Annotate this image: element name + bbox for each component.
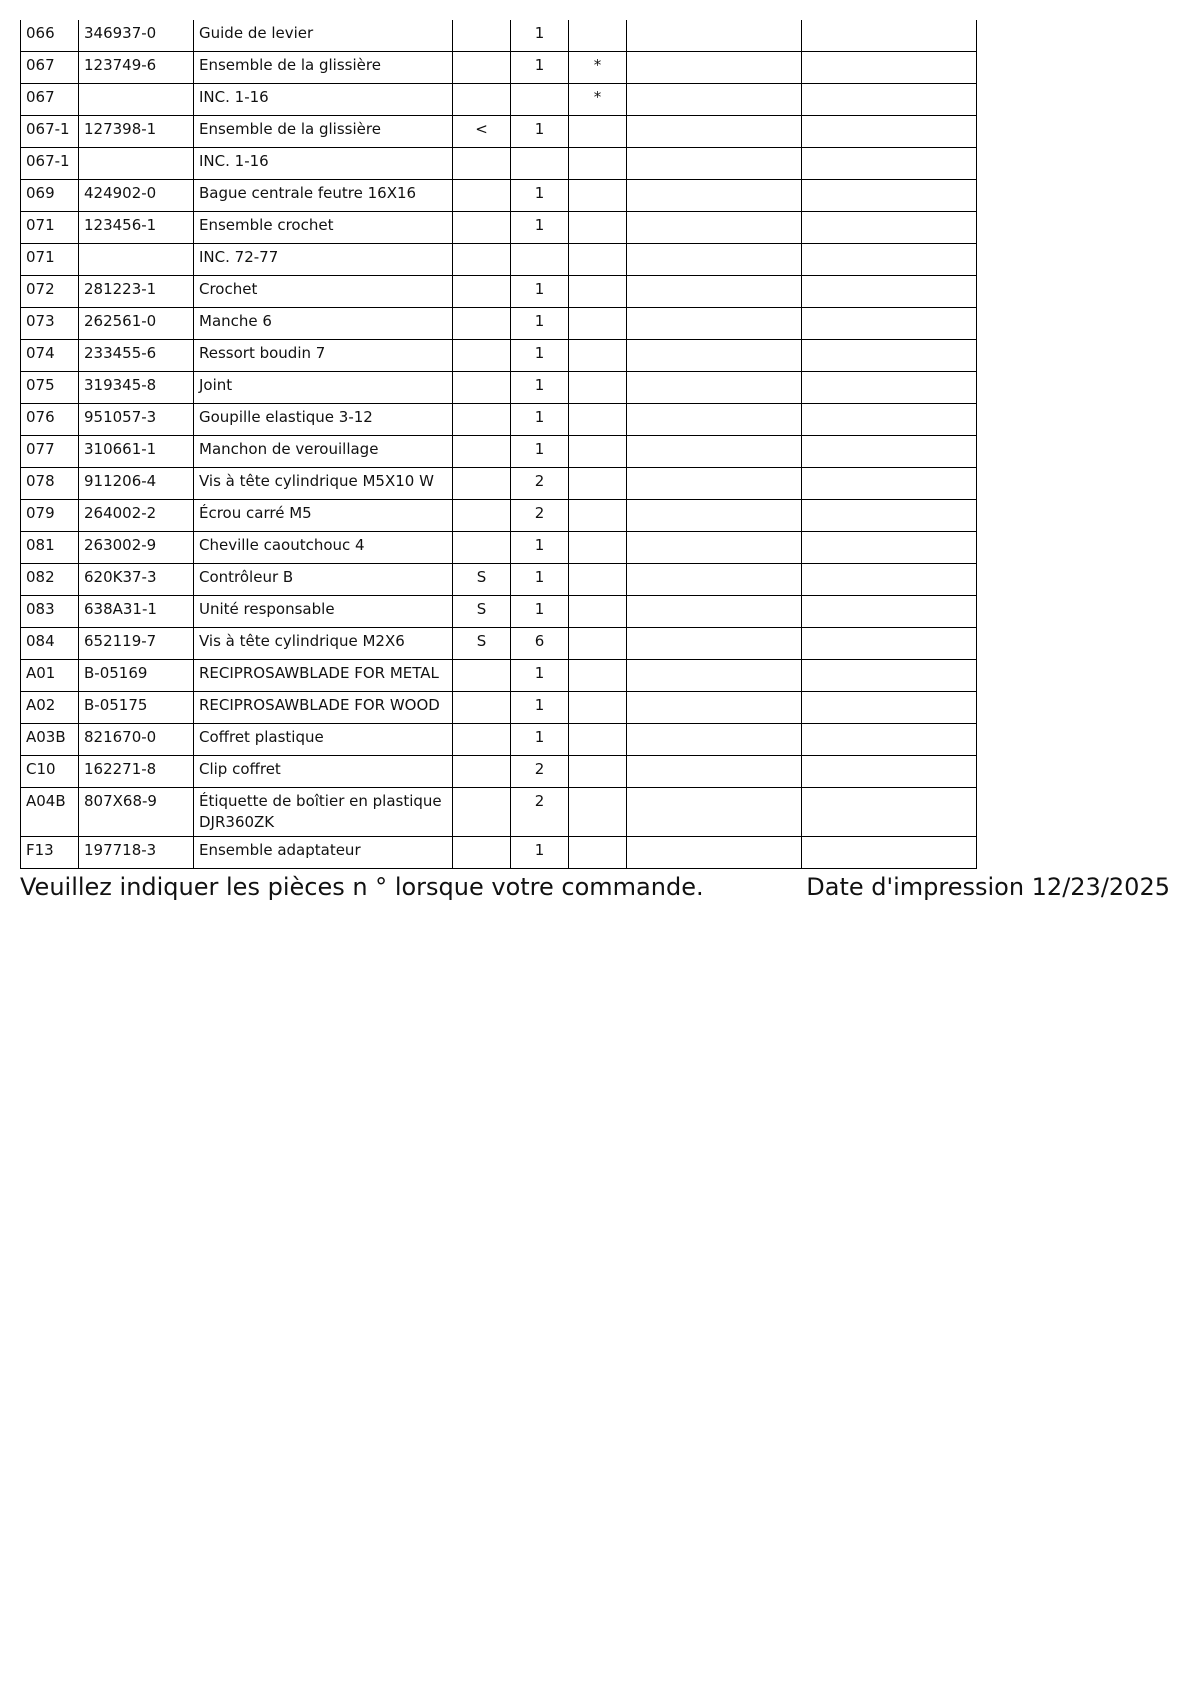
row-number-cell: 067-1: [21, 148, 79, 180]
blank-cell-1: [627, 788, 802, 837]
row-number-cell: 074: [21, 340, 79, 372]
blank-cell-1: [627, 180, 802, 212]
quantity-cell: 1: [511, 692, 569, 724]
mark-cell: [569, 756, 627, 788]
quantity-cell: 1: [511, 532, 569, 564]
blank-cell-2: [802, 52, 977, 84]
order-instruction: Veuillez indiquer les pièces n ° lorsque votre commande.: [20, 873, 704, 901]
quantity-cell: 1: [511, 564, 569, 596]
blank-cell-2: [802, 244, 977, 276]
mark-cell: [569, 788, 627, 837]
table-row: [21, 788, 977, 837]
blank-cell-1: [627, 20, 802, 52]
table-row: [21, 148, 977, 180]
blank-cell-2: [802, 724, 977, 756]
parts-list-sheet: [20, 20, 977, 869]
note-cell: [453, 837, 511, 869]
blank-cell-2: [802, 596, 977, 628]
mark-cell: [569, 468, 627, 500]
blank-cell-1: [627, 148, 802, 180]
note-cell: [453, 180, 511, 212]
blank-cell-1: [627, 692, 802, 724]
note-cell: [453, 436, 511, 468]
description-cell: Écrou carré M5: [194, 500, 453, 532]
row-number-cell: 069: [21, 180, 79, 212]
description-cell: Étiquette de boîtier en plastique DJR360ZK: [194, 788, 453, 837]
blank-cell-2: [802, 837, 977, 869]
quantity-cell: 1: [511, 340, 569, 372]
note-cell: [453, 308, 511, 340]
part-number-cell: 123749-6: [79, 52, 194, 84]
print-date: Date d'impression 12/23/2025: [806, 873, 1170, 901]
mark-cell: [569, 564, 627, 596]
blank-cell-2: [802, 628, 977, 660]
part-number-cell: 197718-3: [79, 837, 194, 869]
page-footer: [20, 873, 1170, 901]
table-row: [21, 404, 977, 436]
quantity-cell: [511, 148, 569, 180]
parts-table-body: [21, 20, 977, 869]
table-row: [21, 84, 977, 116]
row-number-cell: 066: [21, 20, 79, 52]
part-number-cell: 123456-1: [79, 212, 194, 244]
quantity-cell: 1: [511, 308, 569, 340]
table-row: [21, 212, 977, 244]
row-number-cell: 078: [21, 468, 79, 500]
table-row: [21, 52, 977, 84]
part-number-cell: 310661-1: [79, 436, 194, 468]
description-cell: Ensemble adaptateur: [194, 837, 453, 869]
note-cell: [453, 468, 511, 500]
mark-cell: [569, 244, 627, 276]
part-number-cell: B-05169: [79, 660, 194, 692]
table-row: [21, 308, 977, 340]
part-number-cell: 638A31-1: [79, 596, 194, 628]
table-row: [21, 596, 977, 628]
mark-cell: [569, 724, 627, 756]
blank-cell-2: [802, 212, 977, 244]
mark-cell: [569, 436, 627, 468]
row-number-cell: 067-1: [21, 116, 79, 148]
quantity-cell: 2: [511, 500, 569, 532]
row-number-cell: 072: [21, 276, 79, 308]
mark-cell: [569, 660, 627, 692]
part-number-cell: 620K37-3: [79, 564, 194, 596]
part-number-cell: 346937-0: [79, 20, 194, 52]
note-cell: S: [453, 596, 511, 628]
row-number-cell: 071: [21, 212, 79, 244]
row-number-cell: 075: [21, 372, 79, 404]
description-cell: Ensemble crochet: [194, 212, 453, 244]
blank-cell-2: [802, 500, 977, 532]
mark-cell: [569, 500, 627, 532]
description-cell: RECIPROSAWBLADE FOR WOOD: [194, 692, 453, 724]
description-cell: Vis à tête cylindrique M2X6: [194, 628, 453, 660]
part-number-cell: [79, 84, 194, 116]
part-number-cell: [79, 244, 194, 276]
note-cell: [453, 500, 511, 532]
note-cell: [453, 372, 511, 404]
quantity-cell: 1: [511, 116, 569, 148]
description-cell: INC. 1-16: [194, 84, 453, 116]
row-number-cell: 073: [21, 308, 79, 340]
blank-cell-2: [802, 276, 977, 308]
blank-cell-1: [627, 756, 802, 788]
quantity-cell: 2: [511, 756, 569, 788]
row-number-cell: 076: [21, 404, 79, 436]
mark-cell: [569, 148, 627, 180]
table-row: [21, 340, 977, 372]
description-cell: Manchon de verouillage: [194, 436, 453, 468]
blank-cell-2: [802, 532, 977, 564]
mark-cell: [569, 212, 627, 244]
part-number-cell: 424902-0: [79, 180, 194, 212]
blank-cell-1: [627, 436, 802, 468]
description-cell: Manche 6: [194, 308, 453, 340]
note-cell: [453, 52, 511, 84]
row-number-cell: 067: [21, 84, 79, 116]
blank-cell-1: [627, 116, 802, 148]
blank-cell-2: [802, 436, 977, 468]
blank-cell-2: [802, 564, 977, 596]
mark-cell: [569, 372, 627, 404]
description-cell: Vis à tête cylindrique M5X10 W: [194, 468, 453, 500]
quantity-cell: 1: [511, 837, 569, 869]
description-cell: INC. 1-16: [194, 148, 453, 180]
blank-cell-2: [802, 340, 977, 372]
quantity-cell: 1: [511, 404, 569, 436]
table-row: [21, 244, 977, 276]
table-row: [21, 692, 977, 724]
note-cell: [453, 276, 511, 308]
part-number-cell: [79, 148, 194, 180]
note-cell: [453, 724, 511, 756]
quantity-cell: 1: [511, 180, 569, 212]
quantity-cell: 6: [511, 628, 569, 660]
row-number-cell: A03B: [21, 724, 79, 756]
mark-cell: *: [569, 52, 627, 84]
blank-cell-1: [627, 84, 802, 116]
table-row: [21, 500, 977, 532]
blank-cell-1: [627, 212, 802, 244]
row-number-cell: 079: [21, 500, 79, 532]
table-row: [21, 564, 977, 596]
row-number-cell: 082: [21, 564, 79, 596]
quantity-cell: 1: [511, 724, 569, 756]
description-cell: Cheville caoutchouc 4: [194, 532, 453, 564]
description-cell: Joint: [194, 372, 453, 404]
row-number-cell: A04B: [21, 788, 79, 837]
table-row: [21, 372, 977, 404]
blank-cell-2: [802, 468, 977, 500]
mark-cell: [569, 404, 627, 436]
part-number-cell: 162271-8: [79, 756, 194, 788]
part-number-cell: 807X68-9: [79, 788, 194, 837]
note-cell: [453, 756, 511, 788]
quantity-cell: [511, 84, 569, 116]
part-number-cell: 263002-9: [79, 532, 194, 564]
mark-cell: [569, 276, 627, 308]
blank-cell-1: [627, 244, 802, 276]
part-number-cell: 127398-1: [79, 116, 194, 148]
description-cell: Ressort boudin 7: [194, 340, 453, 372]
row-number-cell: 084: [21, 628, 79, 660]
mark-cell: [569, 692, 627, 724]
mark-cell: [569, 532, 627, 564]
blank-cell-2: [802, 116, 977, 148]
quantity-cell: 2: [511, 788, 569, 837]
blank-cell-1: [627, 308, 802, 340]
table-row: [21, 436, 977, 468]
blank-cell-2: [802, 692, 977, 724]
blank-cell-2: [802, 372, 977, 404]
part-number-cell: 821670-0: [79, 724, 194, 756]
mark-cell: [569, 837, 627, 869]
note-cell: <: [453, 116, 511, 148]
row-number-cell: 067: [21, 52, 79, 84]
part-number-cell: 652119-7: [79, 628, 194, 660]
note-cell: [453, 660, 511, 692]
quantity-cell: 2: [511, 468, 569, 500]
table-row: [21, 116, 977, 148]
row-number-cell: A02: [21, 692, 79, 724]
part-number-cell: 264002-2: [79, 500, 194, 532]
description-cell: Goupille elastique 3-12: [194, 404, 453, 436]
blank-cell-1: [627, 660, 802, 692]
blank-cell-1: [627, 372, 802, 404]
blank-cell-2: [802, 756, 977, 788]
description-cell: Ensemble de la glissière: [194, 52, 453, 84]
blank-cell-1: [627, 837, 802, 869]
row-number-cell: 071: [21, 244, 79, 276]
description-cell: Bague centrale feutre 16X16: [194, 180, 453, 212]
blank-cell-2: [802, 404, 977, 436]
quantity-cell: 1: [511, 436, 569, 468]
note-cell: [453, 84, 511, 116]
table-row: [21, 20, 977, 52]
blank-cell-1: [627, 340, 802, 372]
table-row: [21, 180, 977, 212]
description-cell: INC. 72-77: [194, 244, 453, 276]
table-row: [21, 468, 977, 500]
note-cell: [453, 212, 511, 244]
blank-cell-1: [627, 500, 802, 532]
blank-cell-1: [627, 564, 802, 596]
quantity-cell: 1: [511, 596, 569, 628]
quantity-cell: 1: [511, 52, 569, 84]
blank-cell-1: [627, 468, 802, 500]
mark-cell: [569, 340, 627, 372]
description-cell: RECIPROSAWBLADE FOR METAL: [194, 660, 453, 692]
mark-cell: [569, 116, 627, 148]
quantity-cell: 1: [511, 660, 569, 692]
part-number-cell: 233455-6: [79, 340, 194, 372]
table-row: [21, 724, 977, 756]
row-number-cell: F13: [21, 837, 79, 869]
blank-cell-1: [627, 596, 802, 628]
blank-cell-2: [802, 148, 977, 180]
mark-cell: [569, 308, 627, 340]
blank-cell-1: [627, 52, 802, 84]
note-cell: [453, 532, 511, 564]
part-number-cell: 319345-8: [79, 372, 194, 404]
blank-cell-1: [627, 628, 802, 660]
blank-cell-2: [802, 84, 977, 116]
blank-cell-2: [802, 20, 977, 52]
blank-cell-2: [802, 308, 977, 340]
table-row: [21, 628, 977, 660]
part-number-cell: 951057-3: [79, 404, 194, 436]
table-row: [21, 532, 977, 564]
part-number-cell: 281223-1: [79, 276, 194, 308]
quantity-cell: 1: [511, 276, 569, 308]
note-cell: [453, 340, 511, 372]
mark-cell: [569, 596, 627, 628]
description-cell: Contrôleur B: [194, 564, 453, 596]
row-number-cell: C10: [21, 756, 79, 788]
part-number-cell: 911206-4: [79, 468, 194, 500]
blank-cell-2: [802, 180, 977, 212]
row-number-cell: 077: [21, 436, 79, 468]
note-cell: [453, 404, 511, 436]
part-number-cell: 262561-0: [79, 308, 194, 340]
part-number-cell: B-05175: [79, 692, 194, 724]
quantity-cell: 1: [511, 20, 569, 52]
blank-cell-1: [627, 276, 802, 308]
description-cell: Ensemble de la glissière: [194, 116, 453, 148]
note-cell: [453, 244, 511, 276]
table-row: [21, 660, 977, 692]
quantity-cell: 1: [511, 212, 569, 244]
note-cell: S: [453, 564, 511, 596]
description-cell: Clip coffret: [194, 756, 453, 788]
note-cell: [453, 788, 511, 837]
note-cell: [453, 148, 511, 180]
description-cell: Crochet: [194, 276, 453, 308]
note-cell: [453, 20, 511, 52]
table-row: [21, 276, 977, 308]
note-cell: S: [453, 628, 511, 660]
description-cell: Guide de levier: [194, 20, 453, 52]
blank-cell-1: [627, 532, 802, 564]
mark-cell: [569, 20, 627, 52]
blank-cell-1: [627, 404, 802, 436]
mark-cell: [569, 180, 627, 212]
row-number-cell: 081: [21, 532, 79, 564]
blank-cell-1: [627, 724, 802, 756]
table-row: [21, 837, 977, 869]
blank-cell-2: [802, 788, 977, 837]
description-cell: Unité responsable: [194, 596, 453, 628]
mark-cell: [569, 628, 627, 660]
row-number-cell: 083: [21, 596, 79, 628]
description-cell: Coffret plastique: [194, 724, 453, 756]
mark-cell: *: [569, 84, 627, 116]
quantity-cell: [511, 244, 569, 276]
table-row: [21, 756, 977, 788]
row-number-cell: A01: [21, 660, 79, 692]
blank-cell-2: [802, 660, 977, 692]
parts-table: [20, 20, 977, 869]
quantity-cell: 1: [511, 372, 569, 404]
note-cell: [453, 692, 511, 724]
